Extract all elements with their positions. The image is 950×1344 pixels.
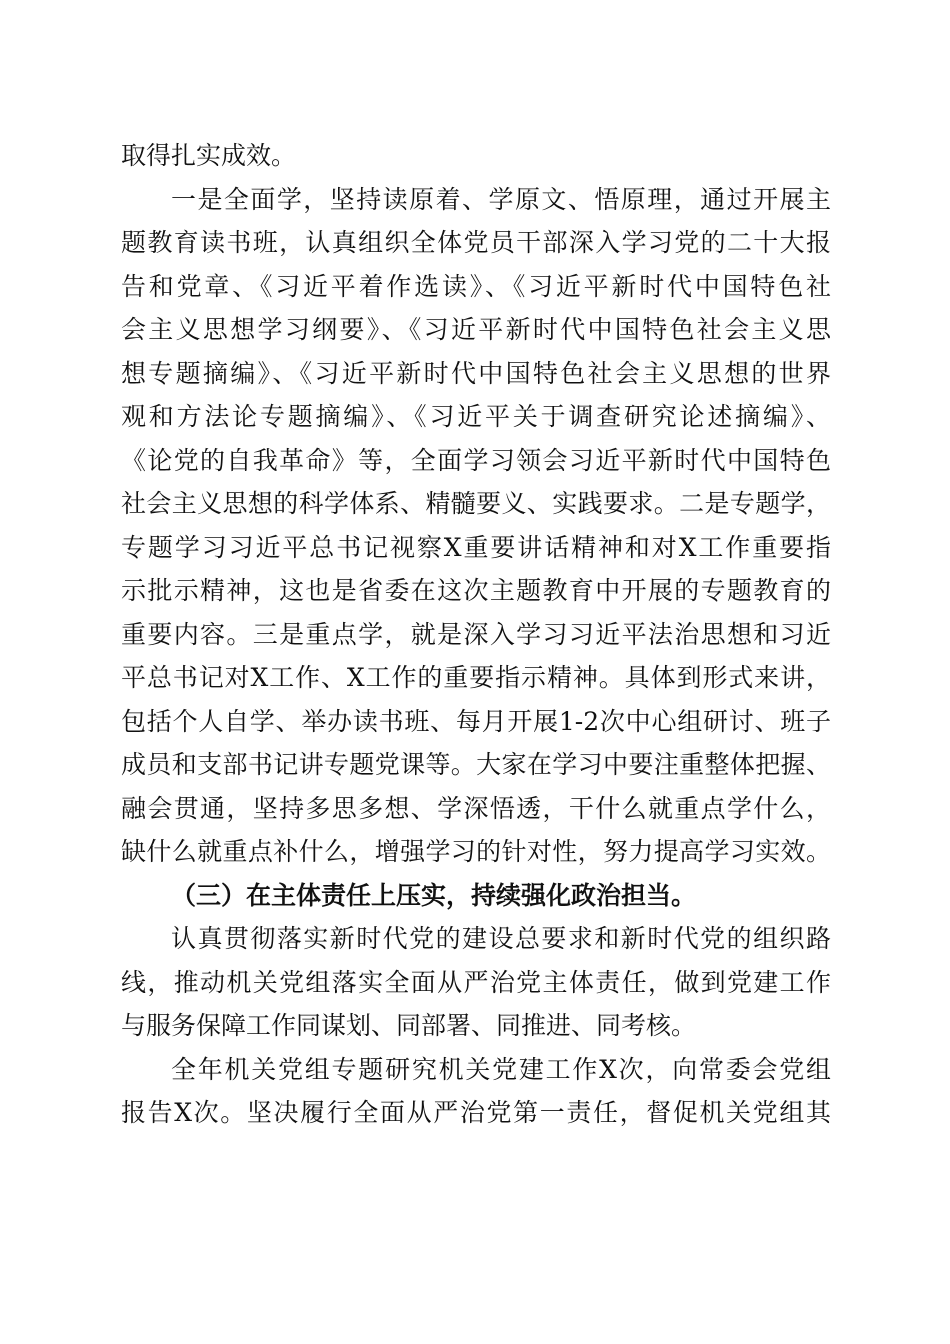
text-line: 认真贯彻落实新时代党的建设总要求和新时代党的组织路 (171, 924, 831, 953)
text-line: 平总书记对X工作、X工作的重要指示精神。具体到形式来讲， (121, 663, 831, 692)
text-line: 全年机关党组专题研究机关党建工作X次，向常委会党组 (171, 1054, 831, 1084)
text-line: 观和方法论专题摘编》、《习近平关于调查研究论述摘编》、 (121, 402, 831, 431)
text-line: 重要内容。三是重点学，就是深入学习习近平法治思想和习近 (121, 619, 831, 649)
document-body (121, 134, 831, 1135)
text-line: 线，推动机关党组落实全面从严治党主体责任，做到党建工作 (121, 967, 831, 997)
text-line: 一是全面学，坚持读原着、学原文、悟原理，通过开展主 (171, 184, 831, 214)
text-line: 报告X次。坚决履行全面从严治党第一责任，督促机关党组其 (121, 1098, 831, 1127)
text-line: 融会贯通，坚持多思多想、学深悟透，干什么就重点学什么， (121, 793, 831, 823)
text-line: 告和党章、《习近平着作选读》、《习近平新时代中国特色社 (121, 271, 831, 301)
text-line: 与服务保障工作同谋划、同部署、同推进、同考核。 (121, 1011, 697, 1040)
text-line: 包括个人自学、举办读书班、每月开展1-2次中心组研讨、班子 (121, 706, 831, 736)
text-line: 会主义思想学习纲要》、《习近平新时代中国特色社会主义思 (121, 315, 831, 344)
section-heading: （三）在主体责任上压实，持续强化政治担当。 (171, 880, 697, 910)
text-line: 想专题摘编》、《习近平新时代中国特色社会主义思想的世界 (121, 358, 831, 388)
text-line: 示批示精神，这也是省委在这次主题教育中开展的专题教育的 (121, 576, 831, 605)
text-line: 缺什么就重点补什么，增强学习的针对性，努力提高学习实效。 (121, 837, 831, 866)
text-line: 专题学习习近平总书记视察X重要讲话精神和对X工作重要指 (121, 532, 831, 562)
text-line: 取得扎实成效。 (121, 141, 297, 170)
text-line: 社会主义思想的科学体系、精髓要义、实践要求。二是专题学， (121, 489, 831, 518)
text-line: 《论党的自我革命》等，全面学习领会习近平新时代中国特色 (121, 445, 831, 475)
text-line: 题教育读书班，认真组织全体党员干部深入学习党的二十大报 (121, 228, 831, 257)
text-line: 成员和支部书记讲专题党课等。大家在学习中要注重整体把握、 (121, 750, 831, 779)
